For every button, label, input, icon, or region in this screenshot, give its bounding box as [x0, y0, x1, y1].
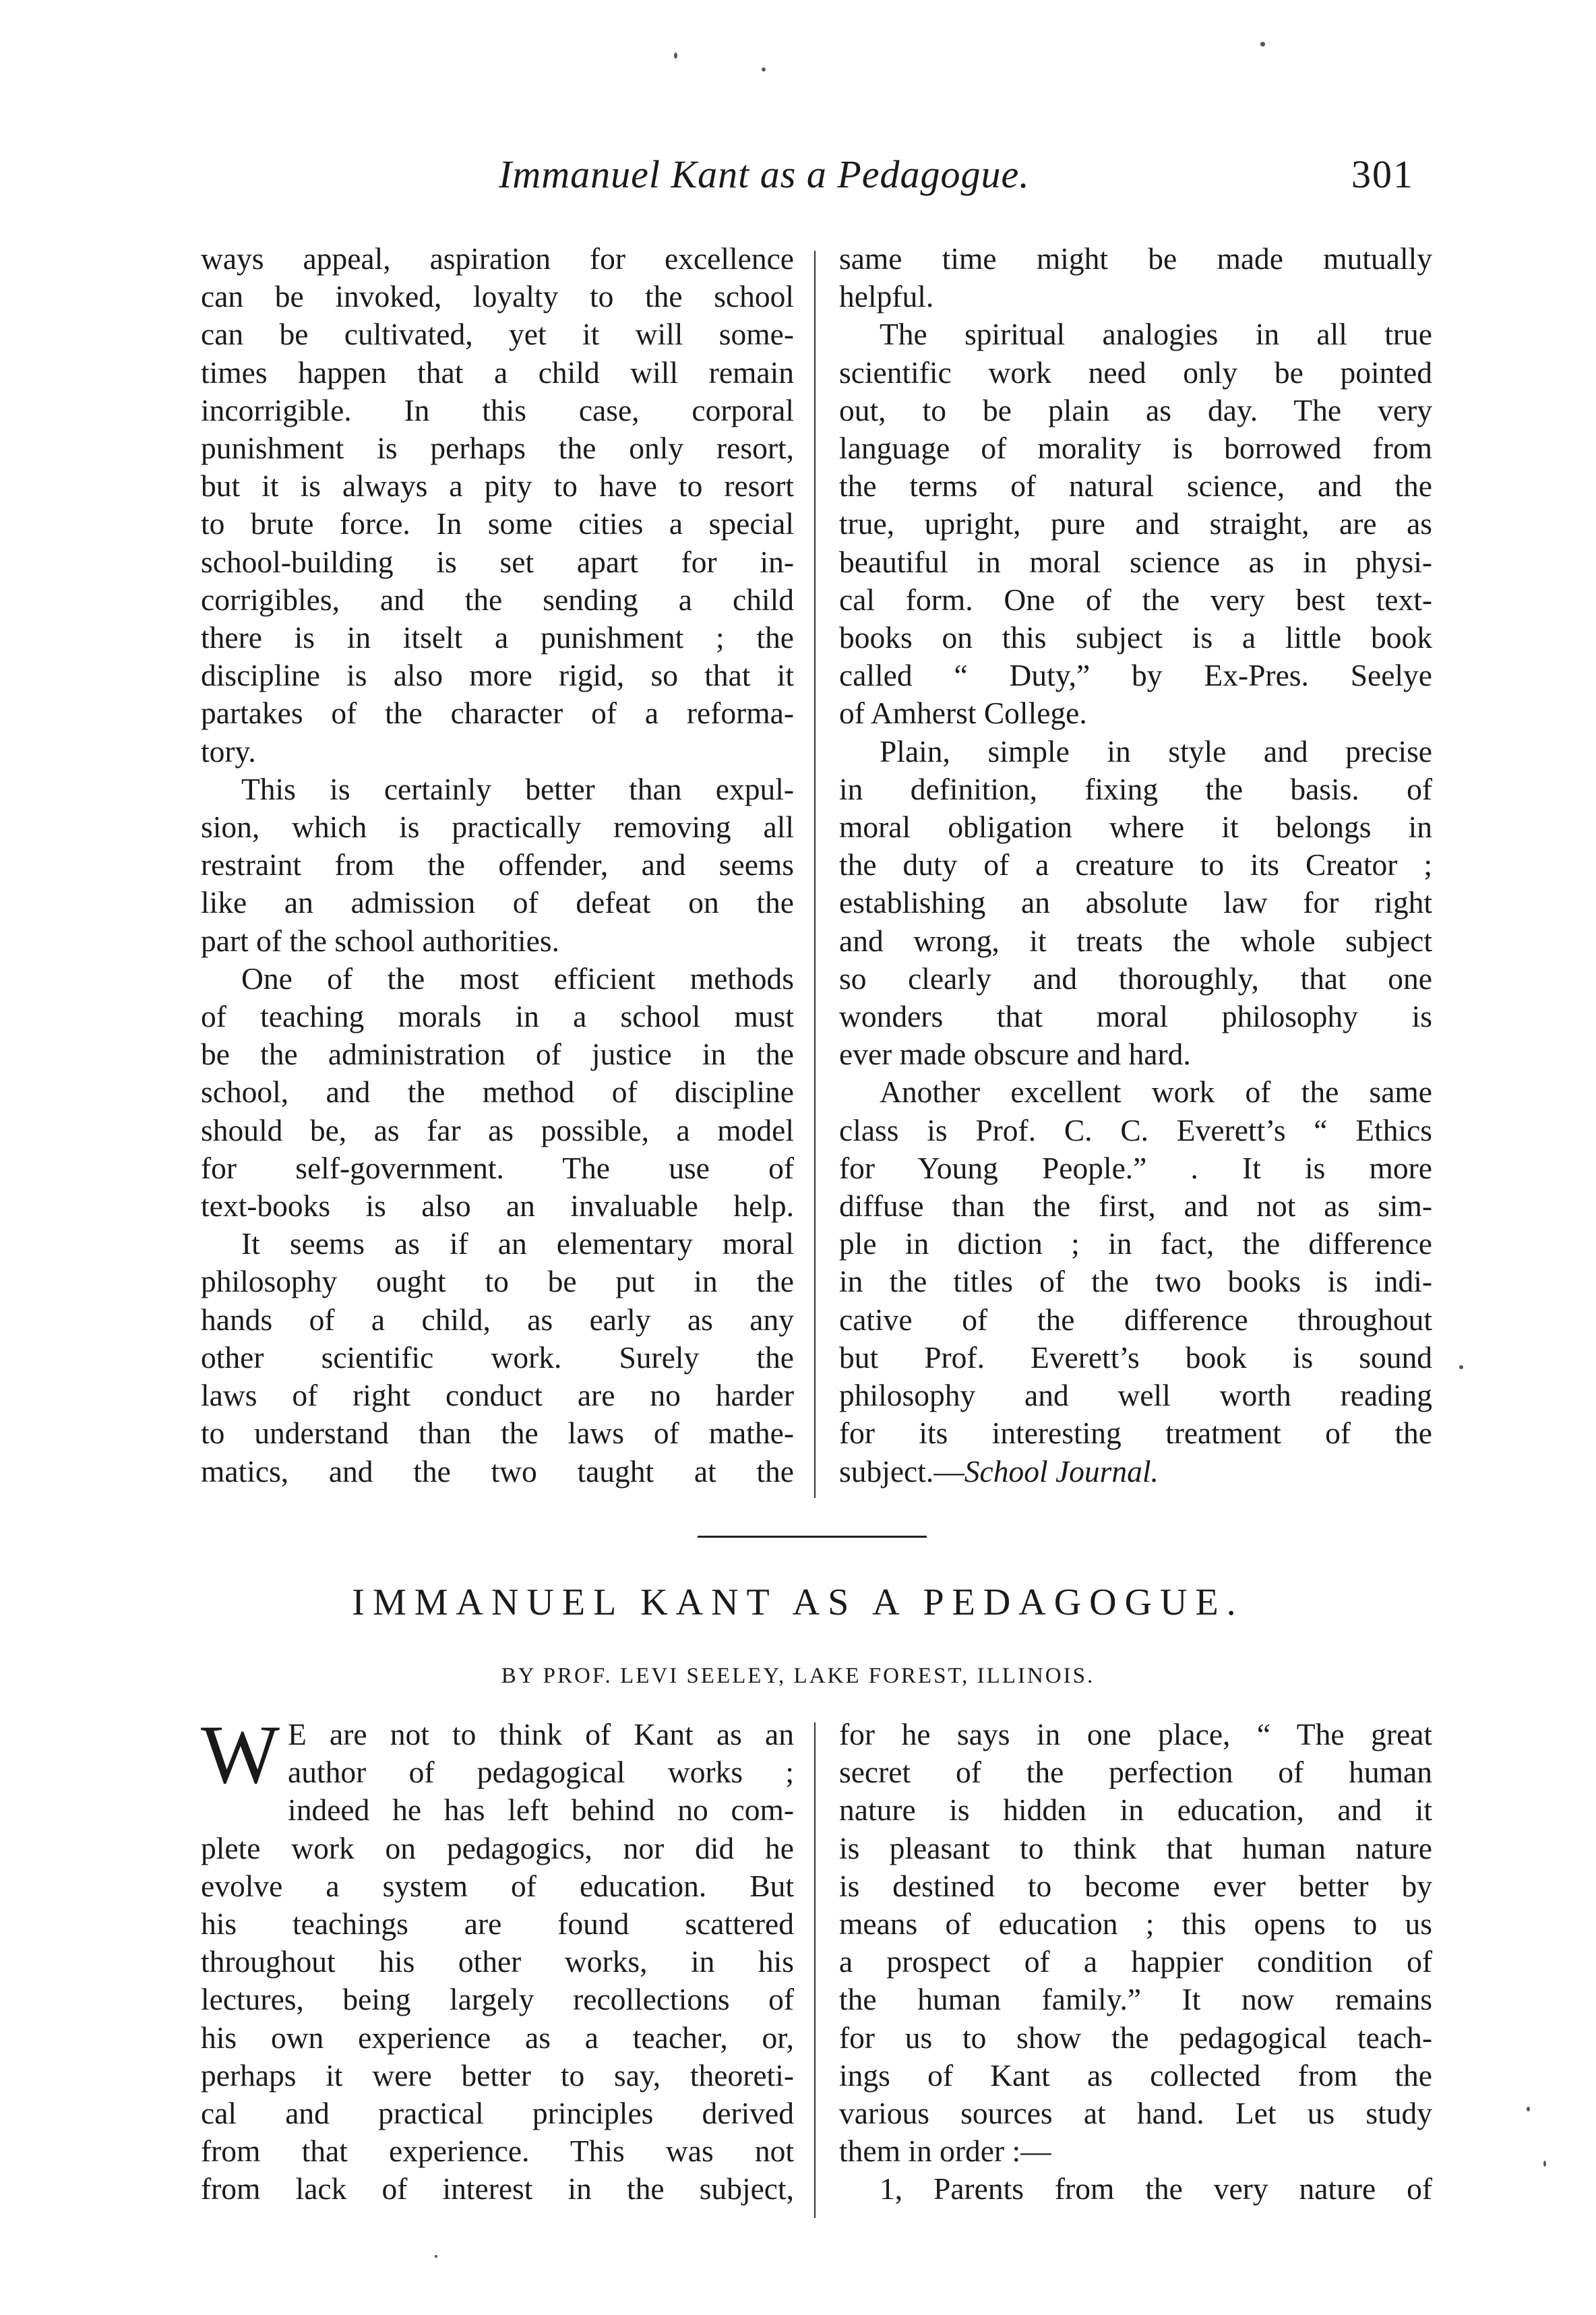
column-divider: [814, 1722, 816, 2218]
drop-cap: W: [201, 1708, 280, 1801]
running-title: Immanuel Kant as a Pedagogue.: [499, 152, 1030, 196]
scan-speck: [435, 2255, 437, 2258]
prior-article-left-column: [201, 240, 794, 1491]
page-number: 301: [1351, 152, 1414, 196]
source-citation: School Journal.: [964, 1453, 1159, 1489]
paragraph: One of the most efficient methods of teaching morals in a school must be the administration of justice in the school, and the method of discipline should be, as far as possible, a model for self-government. The use of text-books is also an invaluable help.: [201, 961, 794, 1224]
scan-speck: [1260, 42, 1265, 47]
article-byline: BY PROF. LEVI SEELEY, LAKE FOREST, ILLINOIS.: [501, 1664, 1095, 1688]
scan-speck: [1527, 2107, 1530, 2111]
running-head: [0, 152, 1596, 206]
article-title: IMMANUEL KANT AS A PEDAGOGUE.: [352, 1582, 1244, 1623]
numbered-point: 1, Parents from the very nature of: [880, 2171, 1432, 2206]
paragraph: Another excellent work of the same class is Prof. C. C. Everett’s “ Ethics for Young People.” . It is more diffuse than the first, and not as sim- ple in diction ; in fact, the difference in the titles of the two books is indi- cative of the difference throughout but Prof. Everett’s book is sound philosophy and well worth reading for its interesting treatment of the subject.—School Journal.: [839, 1073, 1432, 1490]
scan-speck: [1543, 2161, 1546, 2167]
article-left-column: W E are not to think of Kant as an author of pedagogical works ; indeed he has left behind no com- plete work on pedagogics, nor did he evolve a system of education. But his teachings are found scattered throughout his other works, in his lectures, being largely recollections of his own experience as a teacher, or, perhaps it were better to say, theoreti- cal and practical principles derived from that experience. This was not from lack of interest in the subject,: [201, 1708, 794, 2206]
paragraph: It seems as if an elementary moral philosophy ought to be put in the hands of a child, as early as any other scientific work. Surely the laws of right conduct are no harder to understand than the laws of mathe- matics, and the two taught at the: [201, 1226, 794, 1489]
paragraph: Plain, simple in style and precise in definition, fixing the basis. of moral obligation where it belongs in the duty of a creature to its Creator ; establishing an absolute law for right and wrong, it treats the whole subject so clearly and thoroughly, that one wonders that moral philosophy is ever made obscure and hard.: [839, 733, 1432, 1072]
article-right-column: for he says in one place, “ The great secret of the perfection of human nature is hidden in education, and it is pleasant to think that human nature is destined to become ever better by means of education ; this opens to us a prospect of a happier condition of the human family.” It now remains for us to show the pedagogical teach- ings of Kant as collected from the various sources at hand. Let us study them in order :— 1, Parents from the very nature of: [839, 1716, 1432, 2208]
column-divider: [814, 251, 816, 1498]
paragraph: This is certainly better than expul- sion, which is practically removing all restraint from the offender, and seems like an admission of defeat on the part of the school authorities.: [201, 771, 794, 958]
scan-speck: [1459, 1365, 1463, 1369]
paragraph: ways appeal, aspiration for excellence can be invoked, loyalty to the school can be cultivated, yet it will some- times happen that a child will remain incorrigible. In this case, corporal punishment is perhaps the only resort, but it is always a pity to have to resort to brute force. In some cities a special school-building is set apart for in- corrigibles, and the sending a child there is in itselt a punishment ; the discipline is also more rigid, so that it partakes of the character of a reforma- tory.: [201, 241, 794, 769]
prior-article-right-column: [839, 240, 1432, 1491]
scan-speck: [762, 67, 766, 71]
section-divider: [698, 1536, 927, 1538]
scan-speck: [674, 53, 677, 59]
paragraph: The spiritual analogies in all true scientific work need only be pointed out, to be plain as day. The very language of morality is borrowed from the terms of natural science, and the true, upright, pure and straight, are as beautiful in moral science as in physi- cal form. One of the very best text- books on this subject is a little book called “ Duty,” by Ex-Pres. Seelye of Amherst College.: [839, 317, 1432, 731]
paragraph: same time might be made mutually helpful.: [839, 241, 1432, 314]
closing-line: subject.—School Journal.: [839, 1453, 1159, 1489]
